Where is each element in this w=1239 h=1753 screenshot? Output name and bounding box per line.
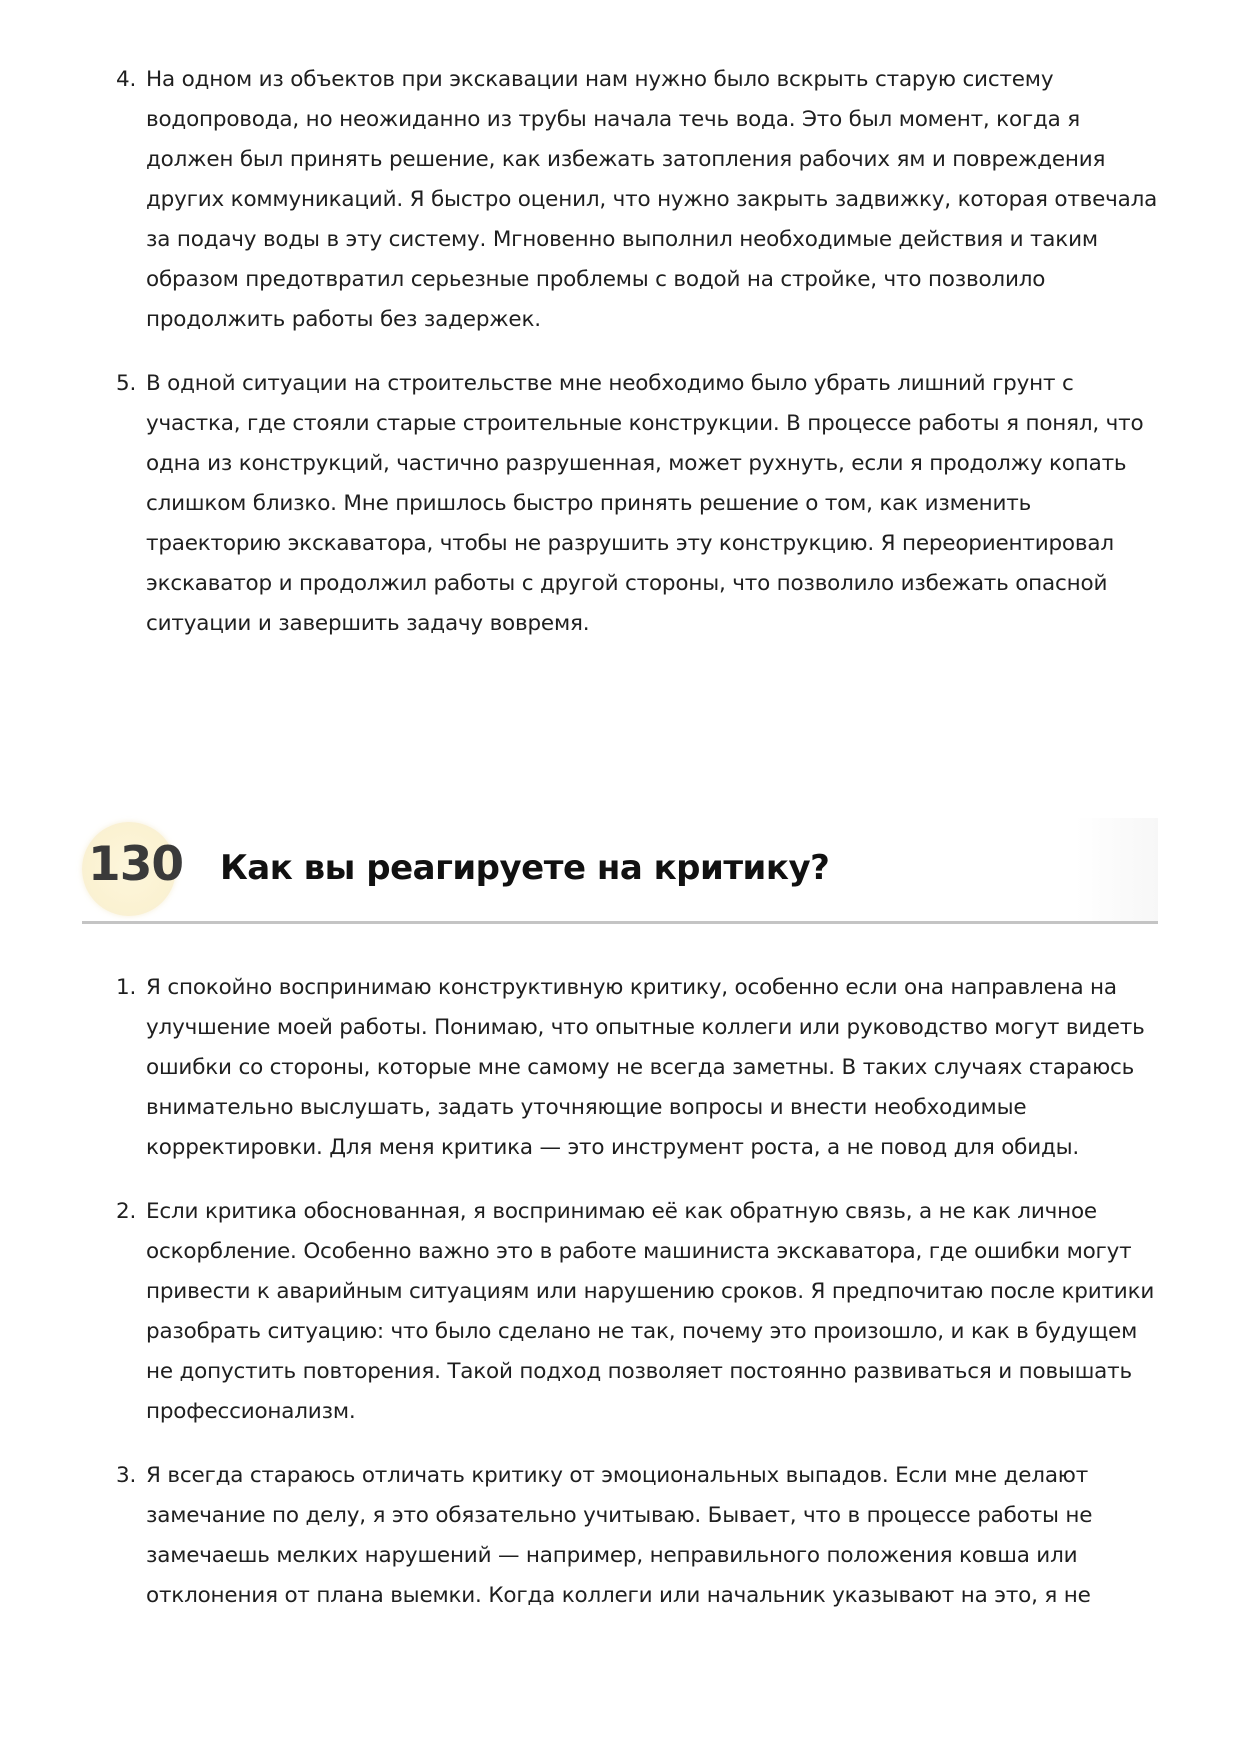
list-item-number: 1. [116, 975, 137, 1000]
question-number: 130 [88, 837, 184, 892]
answer-list [116, 968, 1166, 1640]
list-item-number: 5. [116, 371, 137, 396]
list-item-number: 4. [116, 67, 137, 92]
question-title: Как вы реагируете на критику? [220, 848, 830, 888]
list-item-number: 3. [116, 1463, 137, 1488]
answer-list-previous-question [116, 60, 1166, 668]
list-item-text: Я спокойно воспринимаю конструктивную критику, особенно если она направлена на улучшение моей работы. Понимаю, что опытные коллеги или руководство могут видеть ошибки со стороны, которые мне самому не всегда заметны. В таких случаях стараюсь внимательно выслушать, задать уточняющие вопросы и внести необходимые корректировки. Для меня критика — это инструмент роста, а не повод для обиды. [146, 975, 1145, 1160]
list-item [116, 1192, 1166, 1432]
list-item [116, 364, 1166, 644]
list-item [116, 968, 1166, 1168]
question-header [82, 818, 1158, 924]
list-item [116, 60, 1166, 340]
list-item-text: В одной ситуации на строительстве мне необходимо было убрать лишний грунт с участка, где стояли старые строительные конструкции. В процессе работы я понял, что одна из конструкций, частично разрушенная, может рухнуть, если я продолжу копать слишком близко. Мне пришлось быстро принять решение о том, как изменить траекторию экскаватора, чтобы не разрушить эту конструкцию. Я переориентировал экскаватор и продолжил работы с другой стороны, что позволило избежать опасной ситуации и завершить задачу вовремя. [146, 371, 1144, 636]
list-item-text: Если критика обоснованная, я воспринимаю её как обратную связь, а не как личное оскорбление. Особенно важно это в работе машиниста экскаватора, где ошибки могут привести к аварийным ситуациям или нарушению сроков. Я предпочитаю после критики разобрать ситуацию: что было сделано не так, почему это произошло, и как в будущем не допустить повторения. Такой подход позволяет постоянно развиваться и повышать профессионализм. [146, 1199, 1155, 1424]
header-divider [82, 921, 1158, 924]
list-item [116, 1456, 1166, 1616]
list-item-number: 2. [116, 1199, 137, 1224]
list-item-text: Я всегда стараюсь отличать критику от эмоциональных выпадов. Если мне делают замечание по делу, я это обязательно учитываю. Бывает, что в процессе работы не замечаешь мелких нарушений — например, неправильного положения ковша или отклонения от плана выемки. Когда коллеги или начальник указывают на это, я не [146, 1463, 1093, 1608]
list-item-text: На одном из объектов при экскавации нам нужно было вскрыть старую систему водопровода, но неожиданно из трубы начала течь вода. Это был момент, когда я должен был принять решение, как избежать затопления рабочих ям и повреждения других коммуникаций. Я быстро оценил, что нужно закрыть задвижку, которая отвечала за подачу воды в эту систему. Мгновенно выполнил необходимые действия и таким образом предотвратил серьезные проблемы с водой на стройке, что позволило продолжить работы без задержек. [146, 67, 1158, 332]
